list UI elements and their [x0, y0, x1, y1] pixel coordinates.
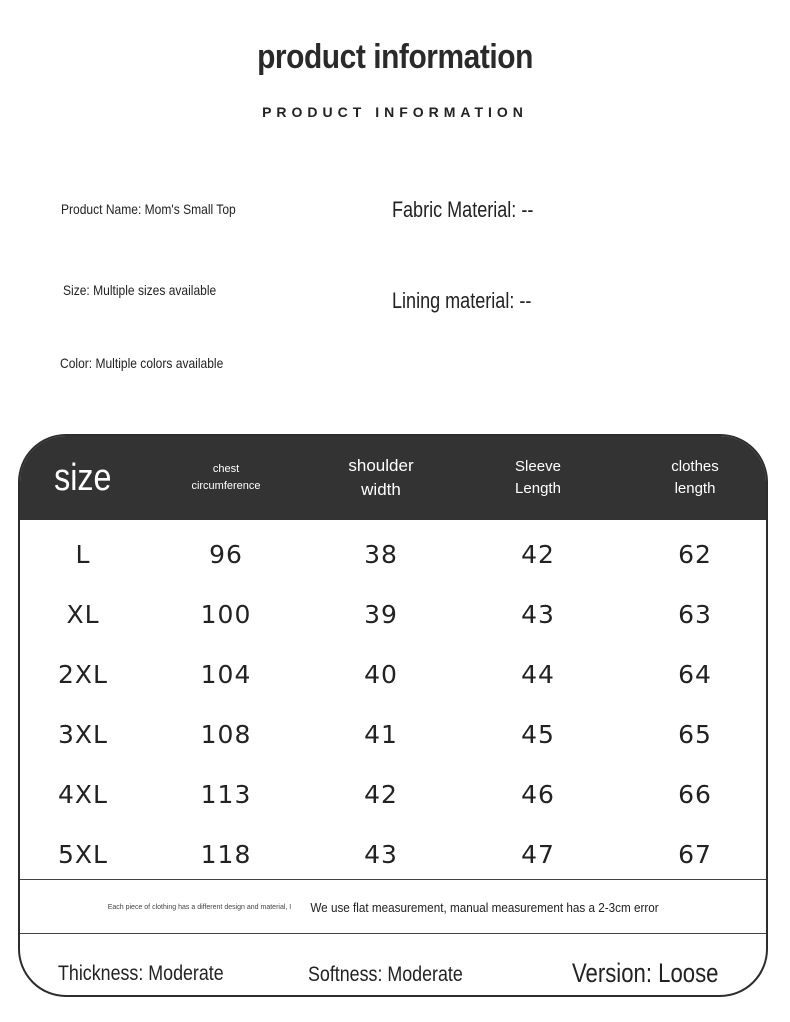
thickness-text: Thickness: Moderate [58, 962, 224, 985]
shoulder-cell: 40 [364, 659, 398, 689]
header-chest-circumference: chest circumference [191, 463, 261, 492]
sleeve-cell: 43 [521, 599, 555, 629]
sleeve-cell: 46 [521, 779, 555, 809]
chest-cell: 100 [200, 599, 252, 629]
size-chart-header [20, 436, 766, 520]
page-title: product information [257, 38, 533, 76]
divider [20, 933, 766, 934]
header-clothes-length: clothes length [671, 458, 719, 497]
sleeve-cell: 44 [521, 659, 555, 689]
length-cell: 66 [678, 779, 712, 809]
size-availability-text: Size: Multiple sizes available [63, 282, 217, 298]
sleeve-cell: 42 [521, 539, 555, 569]
size-cell: 4XL [58, 779, 108, 809]
size-cell: 5XL [58, 839, 108, 869]
shoulder-cell: 38 [364, 539, 398, 569]
chest-cell: 108 [200, 719, 252, 749]
shoulder-cell: 42 [364, 779, 398, 809]
shoulder-cell: 41 [364, 719, 398, 749]
sleeve-cell: 45 [521, 719, 555, 749]
length-cell: 67 [678, 839, 712, 869]
chest-cell: 104 [200, 659, 252, 689]
header-shoulder-width: shoulder width [348, 456, 414, 499]
chest-cell: 96 [209, 539, 243, 569]
size-chart [18, 434, 768, 997]
size-cell: 2XL [58, 659, 108, 689]
table-row [20, 824, 766, 884]
chest-cell: 113 [200, 779, 252, 809]
softness-text: Softness: Moderate [308, 963, 463, 986]
size-cell: L [75, 539, 91, 569]
length-cell: 62 [678, 539, 712, 569]
measurement-note [20, 880, 766, 934]
lining-material-text: Lining material: -- [392, 288, 532, 313]
table-row [20, 524, 766, 584]
note-fine-print: Each piece of clothing has a different design and material, I [107, 903, 292, 911]
fabric-material-text: Fabric Material: -- [392, 197, 534, 222]
table-row [20, 584, 766, 644]
page-subtitle: PRODUCT INFORMATION [262, 104, 528, 120]
header-size: size [54, 456, 112, 499]
table-row [20, 764, 766, 824]
color-availability-text: Color: Multiple colors available [60, 355, 224, 371]
header-sleeve-length: Sleeve Length [515, 458, 561, 497]
sleeve-cell: 47 [521, 839, 555, 869]
version-text: Version: Loose [572, 958, 719, 988]
shoulder-cell: 43 [364, 839, 398, 869]
length-cell: 65 [678, 719, 712, 749]
length-cell: 64 [678, 659, 712, 689]
product-name-text: Product Name: Mom's Small Top [61, 201, 236, 217]
length-cell: 63 [678, 599, 712, 629]
table-row [20, 644, 766, 704]
chest-cell: 118 [200, 839, 252, 869]
shoulder-cell: 39 [364, 599, 398, 629]
note-main-text: We use flat measurement, manual measurement has a 2-3cm error [310, 899, 659, 915]
size-cell: 3XL [58, 719, 108, 749]
size-cell: XL [66, 599, 100, 629]
table-row [20, 704, 766, 764]
